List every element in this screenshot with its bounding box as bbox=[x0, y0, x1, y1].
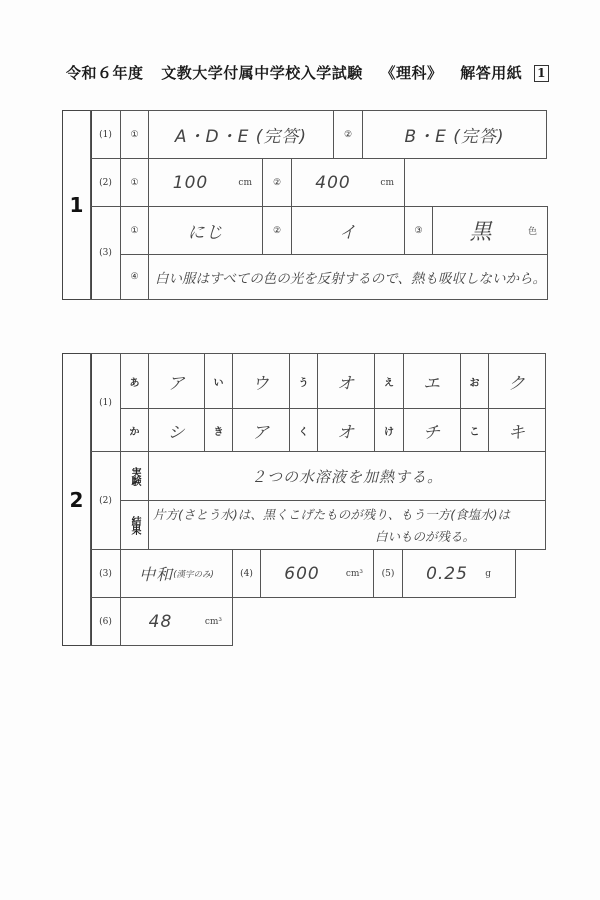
key-a: あ bbox=[120, 353, 149, 409]
exam-year: 令和６年度 bbox=[66, 64, 144, 82]
q1-3-mark-4: ④ bbox=[120, 254, 149, 300]
answer-1-3-4[interactable]: 白い服はすべての色の光を反射するので、熱も吸収しないから。 bbox=[148, 254, 548, 300]
answer-result[interactable]: 片方(さとう水)は、黒くこげたものが残り、もう一方(食塩水)は 白いものが残る。 bbox=[148, 500, 546, 550]
answer-2-6[interactable]: 48 cm³ bbox=[120, 597, 233, 646]
answer-1-1-2[interactable]: B・E (完答) bbox=[362, 110, 547, 159]
key-e: え bbox=[374, 353, 404, 409]
q2-3-label: (3) bbox=[90, 549, 121, 598]
answer-i[interactable]: ウ bbox=[232, 353, 290, 409]
answer-1-2-2[interactable]: 400 cm bbox=[291, 158, 405, 207]
key-ki: き bbox=[204, 408, 233, 452]
answer-ka[interactable]: シ bbox=[148, 408, 205, 452]
subject-name: 《理科》 bbox=[380, 64, 443, 82]
answer-ke[interactable]: チ bbox=[403, 408, 461, 452]
q1-3-mark-3: ③ bbox=[404, 206, 433, 255]
answer-1-3-2[interactable]: イ bbox=[291, 206, 405, 255]
key-ke: け bbox=[374, 408, 404, 452]
page-number: 1 bbox=[534, 65, 549, 82]
experiment-label: 実験 bbox=[120, 451, 149, 501]
q1-1-mark-2: ② bbox=[333, 110, 363, 159]
q1-2-mark-1: ① bbox=[120, 158, 149, 207]
q1-3-mark-2: ② bbox=[262, 206, 292, 255]
answer-2-5[interactable]: 0.25 g bbox=[402, 549, 516, 598]
answer-a[interactable]: ア bbox=[148, 353, 205, 409]
answer-u[interactable]: オ bbox=[317, 353, 375, 409]
section-number: 1 bbox=[69, 193, 84, 217]
answer-1-1-1[interactable]: A・D・E (完答) bbox=[148, 110, 334, 159]
answer-ki[interactable]: ア bbox=[232, 408, 290, 452]
q1-1-label: (1) bbox=[90, 110, 121, 159]
q2-1-label: (1) bbox=[90, 353, 121, 452]
answer-e[interactable]: エ bbox=[403, 353, 461, 409]
answer-1-3-1[interactable]: にじ bbox=[148, 206, 263, 255]
answer-ku[interactable]: オ bbox=[317, 408, 375, 452]
answer-ko[interactable]: キ bbox=[488, 408, 546, 452]
answer-2-4[interactable]: 600 cm³ bbox=[260, 549, 374, 598]
key-ka: か bbox=[120, 408, 149, 452]
key-ko: こ bbox=[460, 408, 489, 452]
page-title bbox=[66, 62, 556, 83]
key-o: お bbox=[460, 353, 489, 409]
q2-5-label: (5) bbox=[373, 549, 403, 598]
answer-experiment[interactable]: ２つの水溶液を加熱する。 bbox=[148, 451, 546, 501]
q1-3-label: (3) bbox=[90, 206, 121, 300]
section-1-number bbox=[62, 110, 91, 300]
answer-2-3[interactable]: 中和 (漢字のみ) bbox=[120, 549, 233, 598]
q1-1-mark-1: ① bbox=[120, 110, 149, 159]
key-i: い bbox=[204, 353, 233, 409]
section-2-number bbox=[62, 353, 91, 646]
q2-4-label: (4) bbox=[232, 549, 261, 598]
q1-3-mark-1: ① bbox=[120, 206, 149, 255]
answer-1-2-1[interactable]: 100 cm bbox=[148, 158, 263, 207]
q2-2-label: (2) bbox=[90, 451, 121, 550]
sheet-name: 解答用紙 bbox=[460, 64, 523, 82]
key-u: う bbox=[289, 353, 318, 409]
section-number: 2 bbox=[69, 487, 84, 512]
q1-2-label: (2) bbox=[90, 158, 121, 207]
school-name: 文教大学付属中学校入学試験 bbox=[161, 64, 363, 82]
answer-o[interactable]: ク bbox=[488, 353, 546, 409]
result-label: 結果 bbox=[120, 500, 149, 550]
key-ku: く bbox=[289, 408, 318, 452]
q2-6-label: (6) bbox=[90, 597, 121, 646]
q1-2-mark-2: ② bbox=[262, 158, 292, 207]
answer-1-3-3[interactable]: 黒 色 bbox=[432, 206, 548, 255]
